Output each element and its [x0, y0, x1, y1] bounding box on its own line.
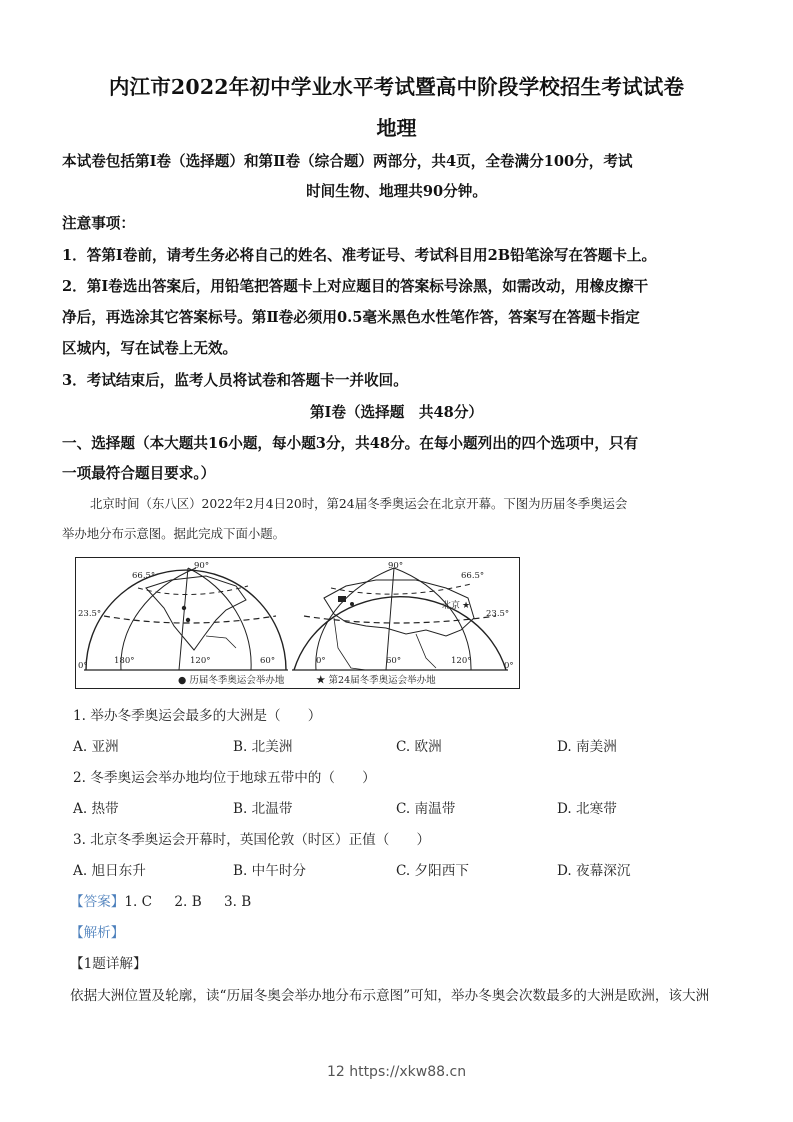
question-stem-line-2: 举办地分布示意图。据此完成下面小题。 — [62, 526, 286, 541]
question-1-option-b: B. 北美洲 — [233, 739, 293, 755]
beijing-label: 北京 — [442, 601, 461, 611]
question-3-option-a: A. 旭日东升 — [73, 863, 146, 879]
exam-title: 内江市2022年初中学业水平考试暨高中阶段学校招生考试试卷 — [108, 75, 685, 99]
page-footer: 12 https://xkw88.cn — [326, 1064, 467, 1080]
answer-3: 3. B — [224, 894, 252, 910]
question-3-option-b: B. 中午时分 — [233, 863, 307, 879]
svg-text:23.5°: 23.5° — [486, 609, 510, 619]
question-2-option-d: D. 北寒带 — [557, 801, 617, 817]
svg-text:90°: 90° — [194, 561, 210, 571]
intro-line-1: 本试卷包括第Ⅰ卷（选择题）和第Ⅱ卷（综合题）两部分，共4页，全卷满分100分，考试 — [62, 153, 633, 170]
question-stem-line-1: 北京时间（东八区）2022年2月4日20时，第24届冬季奥运会在北京开幕。下图为历届冬季奥运会 — [90, 496, 628, 511]
analysis-label: 【解析】 — [70, 925, 125, 941]
note-item-2: 2．第Ⅰ卷选出答案后，用铅笔把答题卡上对应题目的答案标号涂黑，如需改动，用橡皮擦干 — [62, 278, 649, 295]
note-item-1: 1．答第Ⅰ卷前，请考生务必将自己的姓名、准考证号、考试科目用2B铅笔涂写在答题卡上。 — [62, 247, 657, 264]
svg-text:0°: 0° — [504, 661, 514, 671]
notes-heading: 注意事项： — [62, 215, 135, 232]
svg-text:66.5°: 66.5° — [461, 571, 485, 581]
svg-text:23.5°: 23.5° — [78, 609, 102, 619]
subject-title: 地理 — [376, 116, 417, 140]
svg-text:0°: 0° — [78, 661, 88, 671]
host-city-dot — [186, 618, 190, 622]
question-3-option-d: D. 夜幕深沉 — [557, 863, 631, 879]
svg-text:0°: 0° — [316, 656, 326, 666]
question-2-stem: 2. 冬季奥运会举办地均位于地球五带中的（ ） — [73, 770, 376, 786]
question-1-stem: 1. 举办冬季奥运会最多的大洲是（ ） — [73, 708, 322, 724]
analysis-subheading: 【1题详解】 — [70, 956, 147, 972]
hemisphere-map-graphic — [76, 558, 521, 690]
svg-text:120°: 120° — [451, 656, 472, 666]
svg-text:90°: 90° — [388, 561, 404, 571]
host-city-dot — [350, 602, 354, 606]
question-1-option-c: C. 欧洲 — [396, 739, 442, 755]
svg-text:180°: 180° — [114, 656, 135, 666]
question-1-option-d: D. 南美洲 — [557, 739, 617, 755]
svg-text:120°: 120° — [190, 656, 211, 666]
analysis-text: 依据大洲位置及轮廓，读“历届冬奥会举办地分布示意图”可知，举办冬奥会次数最多的大洲是欧洲，该大洲 — [70, 988, 710, 1004]
legend-past-hosts: ● 历届冬季奥运会举办地 — [178, 675, 285, 686]
answer-line — [70, 890, 251, 910]
answer-label: 【答案】 — [70, 894, 125, 910]
question-2-option-c: C. 南温带 — [396, 801, 456, 817]
answer-2: 2. B — [174, 894, 202, 910]
dot-icon: ● — [178, 675, 187, 686]
part1-heading: 第Ⅰ卷（选择题 共48分） — [309, 404, 484, 421]
svg-text:60°: 60° — [260, 656, 276, 666]
svg-text:★: ★ — [462, 601, 471, 611]
note-item-3: 3．考试结束后，监考人员将试卷和答题卡一并收回。 — [62, 372, 408, 389]
svg-text:60°: 60° — [386, 656, 402, 666]
note-item-2-cont: 净后，再选涂其它答案标号。第Ⅱ卷必须用0.5毫米黑色水性笔作答，答案写在答题卡指定 — [62, 309, 640, 326]
section-instruction-1: 一、选择题（本大题共16小题，每小题3分，共48分。在每小题列出的四个选项中，只有 — [62, 435, 639, 452]
question-1-option-a: A. 亚洲 — [73, 739, 119, 755]
star-icon: ★ — [316, 675, 326, 686]
intro-line-2: 时间生物、地理共90分钟。 — [306, 183, 487, 200]
question-2-option-a: A. 热带 — [73, 801, 119, 817]
question-3-option-c: C. 夕阳西下 — [396, 863, 469, 879]
legend-24th-host: ★ 第24届冬季奥运会举办地 — [316, 675, 436, 686]
host-city-dot — [182, 606, 186, 610]
svg-text:66.5°: 66.5° — [132, 571, 156, 581]
section-instruction-2: 一项最符合题目要求。） — [62, 465, 216, 482]
winter-olympics-map — [75, 557, 520, 689]
question-3-stem: 3. 北京冬季奥运会开幕时，英国伦敦（时区）正值（ ） — [73, 832, 431, 848]
question-2-option-b: B. 北温带 — [233, 801, 293, 817]
note-item-2-cont2: 区城内，写在试卷上无效。 — [62, 340, 238, 357]
answer-1: 1. C — [124, 894, 153, 910]
